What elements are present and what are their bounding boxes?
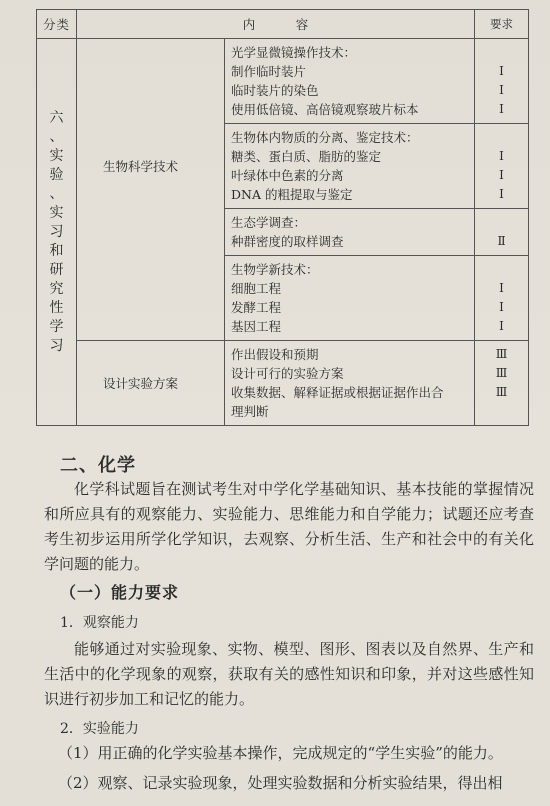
intro-paragraph: 化学科试题旨在测试考生对中学化学基础知识、基本技能的掌握情况和所应具有的观察能力、实验能力、思维能力和自学能力；试题还应考查考生初步运用所学化学知识，去观察、分析生活、生产和社会中的有关化学问题的能力。 [44, 480, 534, 573]
header-content: 内 容 [77, 10, 475, 39]
content-line: 发酵工程 [231, 300, 282, 315]
header-category: 分类 [37, 10, 77, 39]
content-line: 生态学调查： [231, 215, 307, 230]
subcategory-cell [77, 256, 225, 341]
category-char: 学 [49, 318, 64, 335]
content-line: 种群密度的取样调查 [231, 234, 344, 249]
content-line: DNA 的粗提取与鉴定 [231, 187, 353, 202]
content-line: 收集数据、解释证据或根据证据作出合 [231, 385, 444, 400]
table-row [37, 124, 529, 209]
category-label [37, 109, 76, 356]
content-line: 生物体内物质的分离、鉴定技术： [231, 130, 419, 145]
level-mark: Ⅲ [495, 366, 508, 380]
subcategory-cell: 生物科学技术 [77, 124, 225, 209]
subcategory-cell [77, 39, 225, 124]
experiment-line-2: （2）观察、记录实验现象，处理实验数据和分析实验结果，得出相 [58, 774, 503, 792]
level-mark: Ⅰ [499, 83, 504, 97]
level-cell [475, 39, 529, 124]
level-cell [475, 209, 529, 256]
subcategory-cell: 设计实验方案 [77, 341, 225, 426]
content-cell [225, 39, 475, 124]
level-cell [475, 256, 529, 341]
content-line: 制作临时装片 [231, 64, 307, 79]
level-mark: Ⅲ [495, 347, 508, 361]
subsection-title: （一）能力要求 [60, 583, 180, 602]
level-mark [475, 260, 528, 279]
level-mark [475, 128, 528, 147]
level-mark: Ⅰ [499, 168, 504, 182]
level-mark [475, 213, 528, 232]
category-char: 研 [49, 261, 64, 278]
category-char: 性 [49, 299, 64, 316]
content-cell [225, 124, 475, 209]
table-header-row [37, 10, 529, 39]
subcategory-cell [77, 209, 225, 256]
category-cell [37, 39, 77, 426]
level-mark: Ⅰ [499, 102, 504, 116]
content-cell [225, 341, 475, 426]
category-char: 、 [49, 185, 64, 202]
content-cell [225, 256, 475, 341]
level-cell [475, 341, 529, 426]
requirements-table [36, 9, 529, 426]
level-mark: Ⅰ [499, 281, 504, 295]
item-title-experiment: 2．实验能力 [60, 721, 139, 737]
content-cell [225, 209, 475, 256]
header-requirement: 要求 [475, 10, 529, 39]
level-mark [475, 402, 528, 421]
content-line: 设计可行的实验方案 [231, 366, 344, 381]
section-title: 二、化学 [60, 455, 136, 476]
content-line: 作出假设和预期 [231, 347, 319, 362]
item-title-observation: 1．观察能力 [60, 615, 139, 631]
category-char: 实 [49, 204, 64, 221]
level-mark: Ⅰ [499, 187, 504, 201]
content-line: 使用低倍镜、高倍镜观察玻片标本 [231, 102, 419, 117]
table-row [37, 39, 529, 124]
level-mark: Ⅱ [497, 234, 506, 248]
category-char: 习 [49, 223, 64, 240]
category-char: 六 [49, 109, 64, 126]
category-char: 习 [49, 337, 64, 354]
category-char: 究 [49, 280, 64, 297]
content-line: 临时装片的染色 [231, 83, 319, 98]
level-mark: Ⅰ [499, 149, 504, 163]
category-char: 实 [49, 147, 64, 164]
content-line: 细胞工程 [231, 281, 282, 296]
content-line: 光学显微镜操作技术： [231, 45, 357, 60]
category-char: 和 [49, 242, 64, 259]
content-line: 基因工程 [231, 319, 282, 334]
content-line: 糖类、蛋白质、脂肪的鉴定 [231, 149, 382, 164]
level-mark: Ⅰ [499, 300, 504, 314]
table-row [37, 256, 529, 341]
level-mark: Ⅲ [495, 385, 508, 399]
content-line: 叶绿体中色素的分离 [231, 168, 344, 183]
level-cell [475, 124, 529, 209]
category-char: 验 [49, 166, 64, 183]
content-line: 生物学新技术： [231, 262, 319, 277]
table-row [37, 209, 529, 256]
table-row [37, 341, 529, 426]
experiment-line-1: （1）用正确的化学实验基本操作，完成规定的“学生实验”的能力。 [58, 744, 503, 762]
observation-paragraph: 能够通过对实验现象、实物、模型、图形、图表以及自然界、生产和生活中的化学现象的观察，获取有关的感性知识和印象，并对这些感性知识进行初步加工和记忆的能力。 [44, 640, 534, 708]
level-mark: Ⅰ [499, 319, 504, 333]
level-mark [475, 43, 528, 62]
level-mark: Ⅰ [499, 64, 504, 78]
category-char: 、 [49, 128, 64, 145]
content-line: 理判断 [231, 404, 269, 419]
